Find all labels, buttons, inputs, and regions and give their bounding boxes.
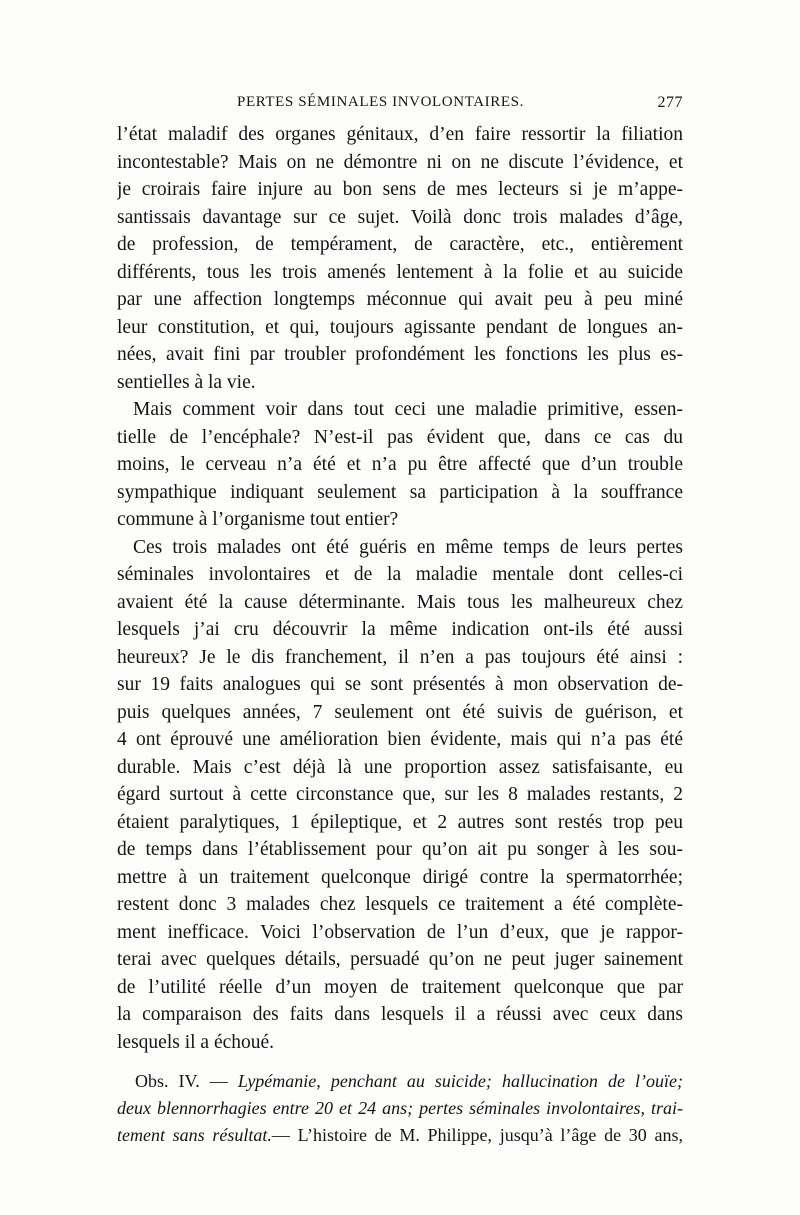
text-line: égard surtout à cette circonstance que, sur les 8 malades restants, 2 — [117, 784, 683, 805]
text-line: sur 19 faits analogues qui se sont présentés à mon observation de- — [117, 674, 683, 695]
text-line: de l’utilité réelle d’un moyen de traitement quelconque que par — [117, 976, 683, 998]
text-line: avaient été la cause déterminante. Mais tous les malheureux chez — [117, 591, 683, 613]
page-number: 277 — [657, 94, 683, 111]
text-line: puis quelques années, 7 seulement ont été suivis de guérison, et — [117, 701, 683, 723]
observation-label: Obs. IV. — — [135, 1071, 228, 1091]
text-line: moins, le cerveau n’a été et n’a pu être affecté que d’un trouble — [117, 454, 683, 475]
text-line: ment inefficace. Voici l’observation de l’un d’eux, que je rappor- — [117, 921, 683, 943]
text-line: 4 ont éprouvé une amélioration bien évidente, mais qui n’a pas été — [117, 729, 683, 750]
observation-title-end: tement sans résultat. — [117, 1125, 272, 1145]
body-text — [117, 121, 683, 1056]
observation-block — [117, 1068, 683, 1149]
text-line: santissais davantage sur ce sujet. Voilà donc trois malades d’âge, — [117, 206, 683, 228]
observation-text: — L’histoire de M. Philippe, jusqu’à l’âge de 30 ans, — [271, 1125, 683, 1145]
text-line: Ces trois malades ont été guéris en même temps de leurs pertes — [133, 536, 683, 558]
text-line: l’état maladif des organes génitaux, d’en faire ressortir la filiation — [117, 124, 683, 145]
running-header — [117, 94, 683, 114]
text-line: je croirais faire injure au bon sens de mes lecteurs si je m’appe- — [117, 179, 683, 200]
text-line: étaient paralytiques, 1 épileptique, et 2 autres sont restés trop peu — [117, 811, 683, 833]
text-line: nées, avait fini par troubler profondément les fonctions les plus es- — [117, 344, 683, 365]
text-line: de temps dans l’établissement pour qu’on ait pu songer à les sou- — [117, 839, 683, 860]
text-line: commune à l’organisme tout entier? — [117, 509, 399, 530]
text-line: la comparaison des faits dans lesquels il a réussi avec ceux dans — [117, 1004, 683, 1025]
observation-line — [117, 1068, 683, 1095]
text-line: lesquels j’ai cru découvrir la même indication ont-ils été aussi — [117, 619, 683, 640]
text-line: tielle de l’encéphale? N’est-il pas évident que, dans ce cas du — [117, 426, 683, 448]
text-line: par une affection longtemps méconnue qui avait peu à peu miné — [117, 289, 683, 310]
text-line: terai avec quelques détails, persuadé qu’on ne peut juger sainement — [117, 949, 683, 970]
observation-title: Lypémanie, penchant au suicide; hallucination de l’ouïe; — [237, 1071, 683, 1091]
text-line: différents, tous les trois amenés lentement à la folie et au suicide — [117, 261, 683, 283]
running-title: PERTES SÉMINALES INVOLONTAIRES. — [237, 94, 524, 110]
observation-line — [117, 1095, 683, 1122]
text-line: leur constitution, et qui, toujours agissante pendant de longues an- — [117, 316, 683, 338]
text-line: mettre à un traitement quelconque dirigé contre la spermatorrhée; — [117, 866, 683, 888]
text-line: restent donc 3 malades chez lesquels ce traitement a été complète- — [117, 894, 683, 915]
text-line: incontestable? Mais on ne démontre ni on ne discute l’évidence, et — [117, 151, 683, 173]
text-line: lesquels il a échoué. — [117, 1031, 275, 1053]
text-line: sympathique indiquant seulement sa participation à la souffrance — [117, 481, 683, 503]
text-line: sentielles à la vie. — [117, 371, 256, 393]
text-line: séminales involontaires et de la maladie mentale dont celles-ci — [117, 564, 683, 585]
observation-title-cont: deux blennorrhagies entre 20 et 24 ans; pertes séminales involontaires, trai- — [117, 1098, 683, 1118]
text-line: durable. Mais c’est déjà là une proportion assez satisfaisante, eu — [117, 756, 683, 778]
text-line: heureux? Je le dis franchement, il n’en a pas toujours été ainsi : — [117, 646, 683, 668]
text-line: Mais comment voir dans tout ceci une maladie primitive, essen- — [133, 399, 683, 420]
observation-line — [117, 1122, 683, 1149]
text-line: de profession, de tempérament, de caractère, etc., entièrement — [117, 234, 683, 255]
